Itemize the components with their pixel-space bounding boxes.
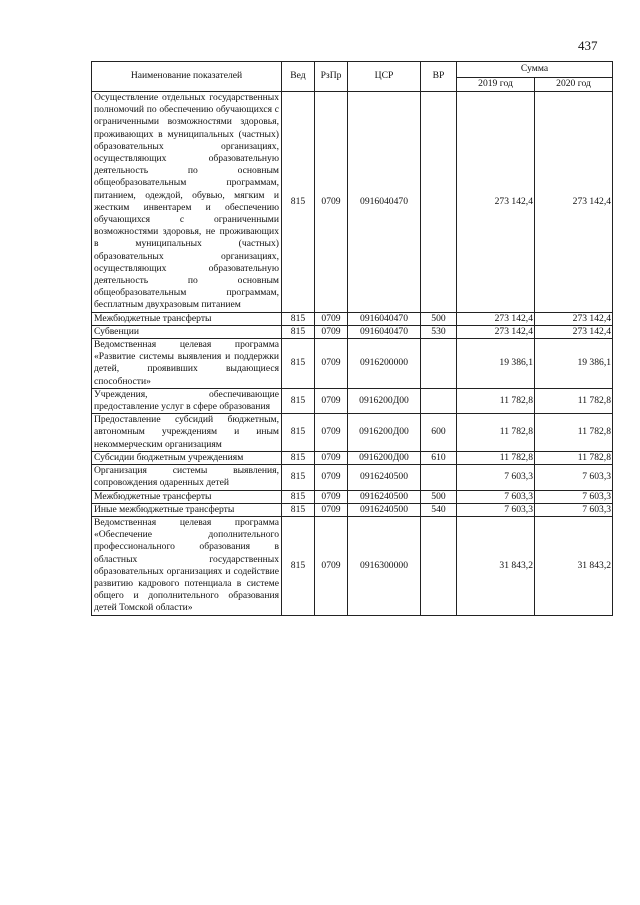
table-row [92, 312, 613, 325]
row-name: Учреждения, обеспечивающие предоставление услуг в сфере образования [92, 388, 282, 413]
row-vr [421, 516, 457, 615]
row-rzpr: 0709 [315, 312, 348, 325]
row-rzpr: 0709 [315, 490, 348, 503]
row-vr [421, 465, 457, 490]
row-name: Межбюджетные трансферты [92, 490, 282, 503]
row-csr: 0916200Д00 [348, 388, 421, 413]
row-name: Организация системы выявления, сопровождения одаренных детей [92, 465, 282, 490]
row-ved: 815 [282, 490, 315, 503]
row-vr: 610 [421, 451, 457, 464]
row-vr: 600 [421, 414, 457, 452]
row-rzpr: 0709 [315, 388, 348, 413]
row-rzpr: 0709 [315, 465, 348, 490]
table-row [92, 465, 613, 490]
table-row [92, 92, 613, 313]
row-name: Субсидии бюджетным учреждениям [92, 451, 282, 464]
row-vr: 500 [421, 490, 457, 503]
row-sum-2020: 7 603,3 [535, 503, 613, 516]
header-rzpr: РзПр [315, 62, 348, 92]
header-csr: ЦСР [348, 62, 421, 92]
row-rzpr: 0709 [315, 339, 348, 389]
table-row [92, 388, 613, 413]
header-name: Наименование показателей [92, 62, 282, 92]
row-sum-2019: 31 843,2 [457, 516, 535, 615]
row-rzpr: 0709 [315, 92, 348, 313]
row-sum-2020: 11 782,8 [535, 414, 613, 452]
row-name: Ведомственная целевая программа «Развитие системы выявления и поддержки детей, проявивших выдающиеся способности» [92, 339, 282, 389]
row-ved: 815 [282, 325, 315, 338]
row-vr [421, 339, 457, 389]
row-sum-2019: 11 782,8 [457, 388, 535, 413]
row-sum-2019: 273 142,4 [457, 312, 535, 325]
row-ved: 815 [282, 451, 315, 464]
table-row [92, 451, 613, 464]
row-ved: 815 [282, 339, 315, 389]
page-number: 437 [578, 38, 598, 53]
row-sum-2019: 11 782,8 [457, 451, 535, 464]
row-ved: 815 [282, 92, 315, 313]
row-rzpr: 0709 [315, 414, 348, 452]
row-sum-2020: 31 843,2 [535, 516, 613, 615]
row-csr: 0916200Д00 [348, 451, 421, 464]
header-row [92, 62, 613, 78]
row-name: Ведомственная целевая программа «Обеспечение дополнительного профессионального образования в областных государственных образовательных организациях и содействие развитию кадрового потенциала в системе общего и дополнительного образования детей Томской области» [92, 516, 282, 615]
row-rzpr: 0709 [315, 451, 348, 464]
row-name: Предоставление субсидий бюджетным, автономным учреждениям и иным некоммерческим организациям [92, 414, 282, 452]
row-csr: 0916040470 [348, 325, 421, 338]
row-ved: 815 [282, 388, 315, 413]
row-name: Осуществление отдельных государственных полномочий по обеспечению обучающихся с ограниченными возможностями здоровья, проживающих в муниципальных (частных) образовательных организациях, осуществляющих образовательную деятельность по основным общеобразовательным программам, питанием, одеждой, обувью, мягким и жестким инвентарем и обеспечению обучающихся с ограниченными возможностями здоровья, не проживающих в муниципальных (частных) образовательных организациях, осуществляющих образовательную деятельность по основным общеобразовательным программам, бесплатным двухразовым питанием [92, 92, 282, 313]
row-sum-2020: 273 142,4 [535, 325, 613, 338]
row-sum-2019: 7 603,3 [457, 490, 535, 503]
table-row [92, 414, 613, 452]
row-sum-2019: 7 603,3 [457, 465, 535, 490]
row-ved: 815 [282, 414, 315, 452]
header-year-2019: 2019 год [457, 78, 535, 92]
row-vr [421, 92, 457, 313]
row-ved: 815 [282, 516, 315, 615]
row-vr: 530 [421, 325, 457, 338]
row-sum-2020: 11 782,8 [535, 451, 613, 464]
row-csr: 0916240500 [348, 465, 421, 490]
row-ved: 815 [282, 503, 315, 516]
row-csr: 0916200000 [348, 339, 421, 389]
row-vr [421, 388, 457, 413]
row-vr: 500 [421, 312, 457, 325]
row-sum-2019: 7 603,3 [457, 503, 535, 516]
budget-table [91, 61, 613, 616]
row-sum-2020: 11 782,8 [535, 388, 613, 413]
header-ved: Вед [282, 62, 315, 92]
row-sum-2020: 273 142,4 [535, 92, 613, 313]
row-sum-2019: 273 142,4 [457, 325, 535, 338]
row-sum-2020: 7 603,3 [535, 490, 613, 503]
row-rzpr: 0709 [315, 325, 348, 338]
row-csr: 0916040470 [348, 92, 421, 313]
table-row [92, 325, 613, 338]
row-sum-2020: 7 603,3 [535, 465, 613, 490]
table-row [92, 339, 613, 389]
table-row [92, 503, 613, 516]
row-ved: 815 [282, 465, 315, 490]
row-csr: 0916240500 [348, 490, 421, 503]
row-csr: 0916240500 [348, 503, 421, 516]
row-vr: 540 [421, 503, 457, 516]
row-name: Субвенции [92, 325, 282, 338]
row-csr: 0916300000 [348, 516, 421, 615]
row-name: Межбюджетные трансферты [92, 312, 282, 325]
row-name: Иные межбюджетные трансферты [92, 503, 282, 516]
row-csr: 0916200Д00 [348, 414, 421, 452]
table-row [92, 490, 613, 503]
row-ved: 815 [282, 312, 315, 325]
row-sum-2020: 273 142,4 [535, 312, 613, 325]
header-year-2020: 2020 год [535, 78, 613, 92]
row-rzpr: 0709 [315, 503, 348, 516]
row-sum-2019: 11 782,8 [457, 414, 535, 452]
table-row [92, 516, 613, 615]
row-sum-2019: 19 386,1 [457, 339, 535, 389]
row-csr: 0916040470 [348, 312, 421, 325]
row-rzpr: 0709 [315, 516, 348, 615]
row-sum-2019: 273 142,4 [457, 92, 535, 313]
header-vr: ВР [421, 62, 457, 92]
header-sum: Сумма [457, 62, 613, 78]
row-sum-2020: 19 386,1 [535, 339, 613, 389]
